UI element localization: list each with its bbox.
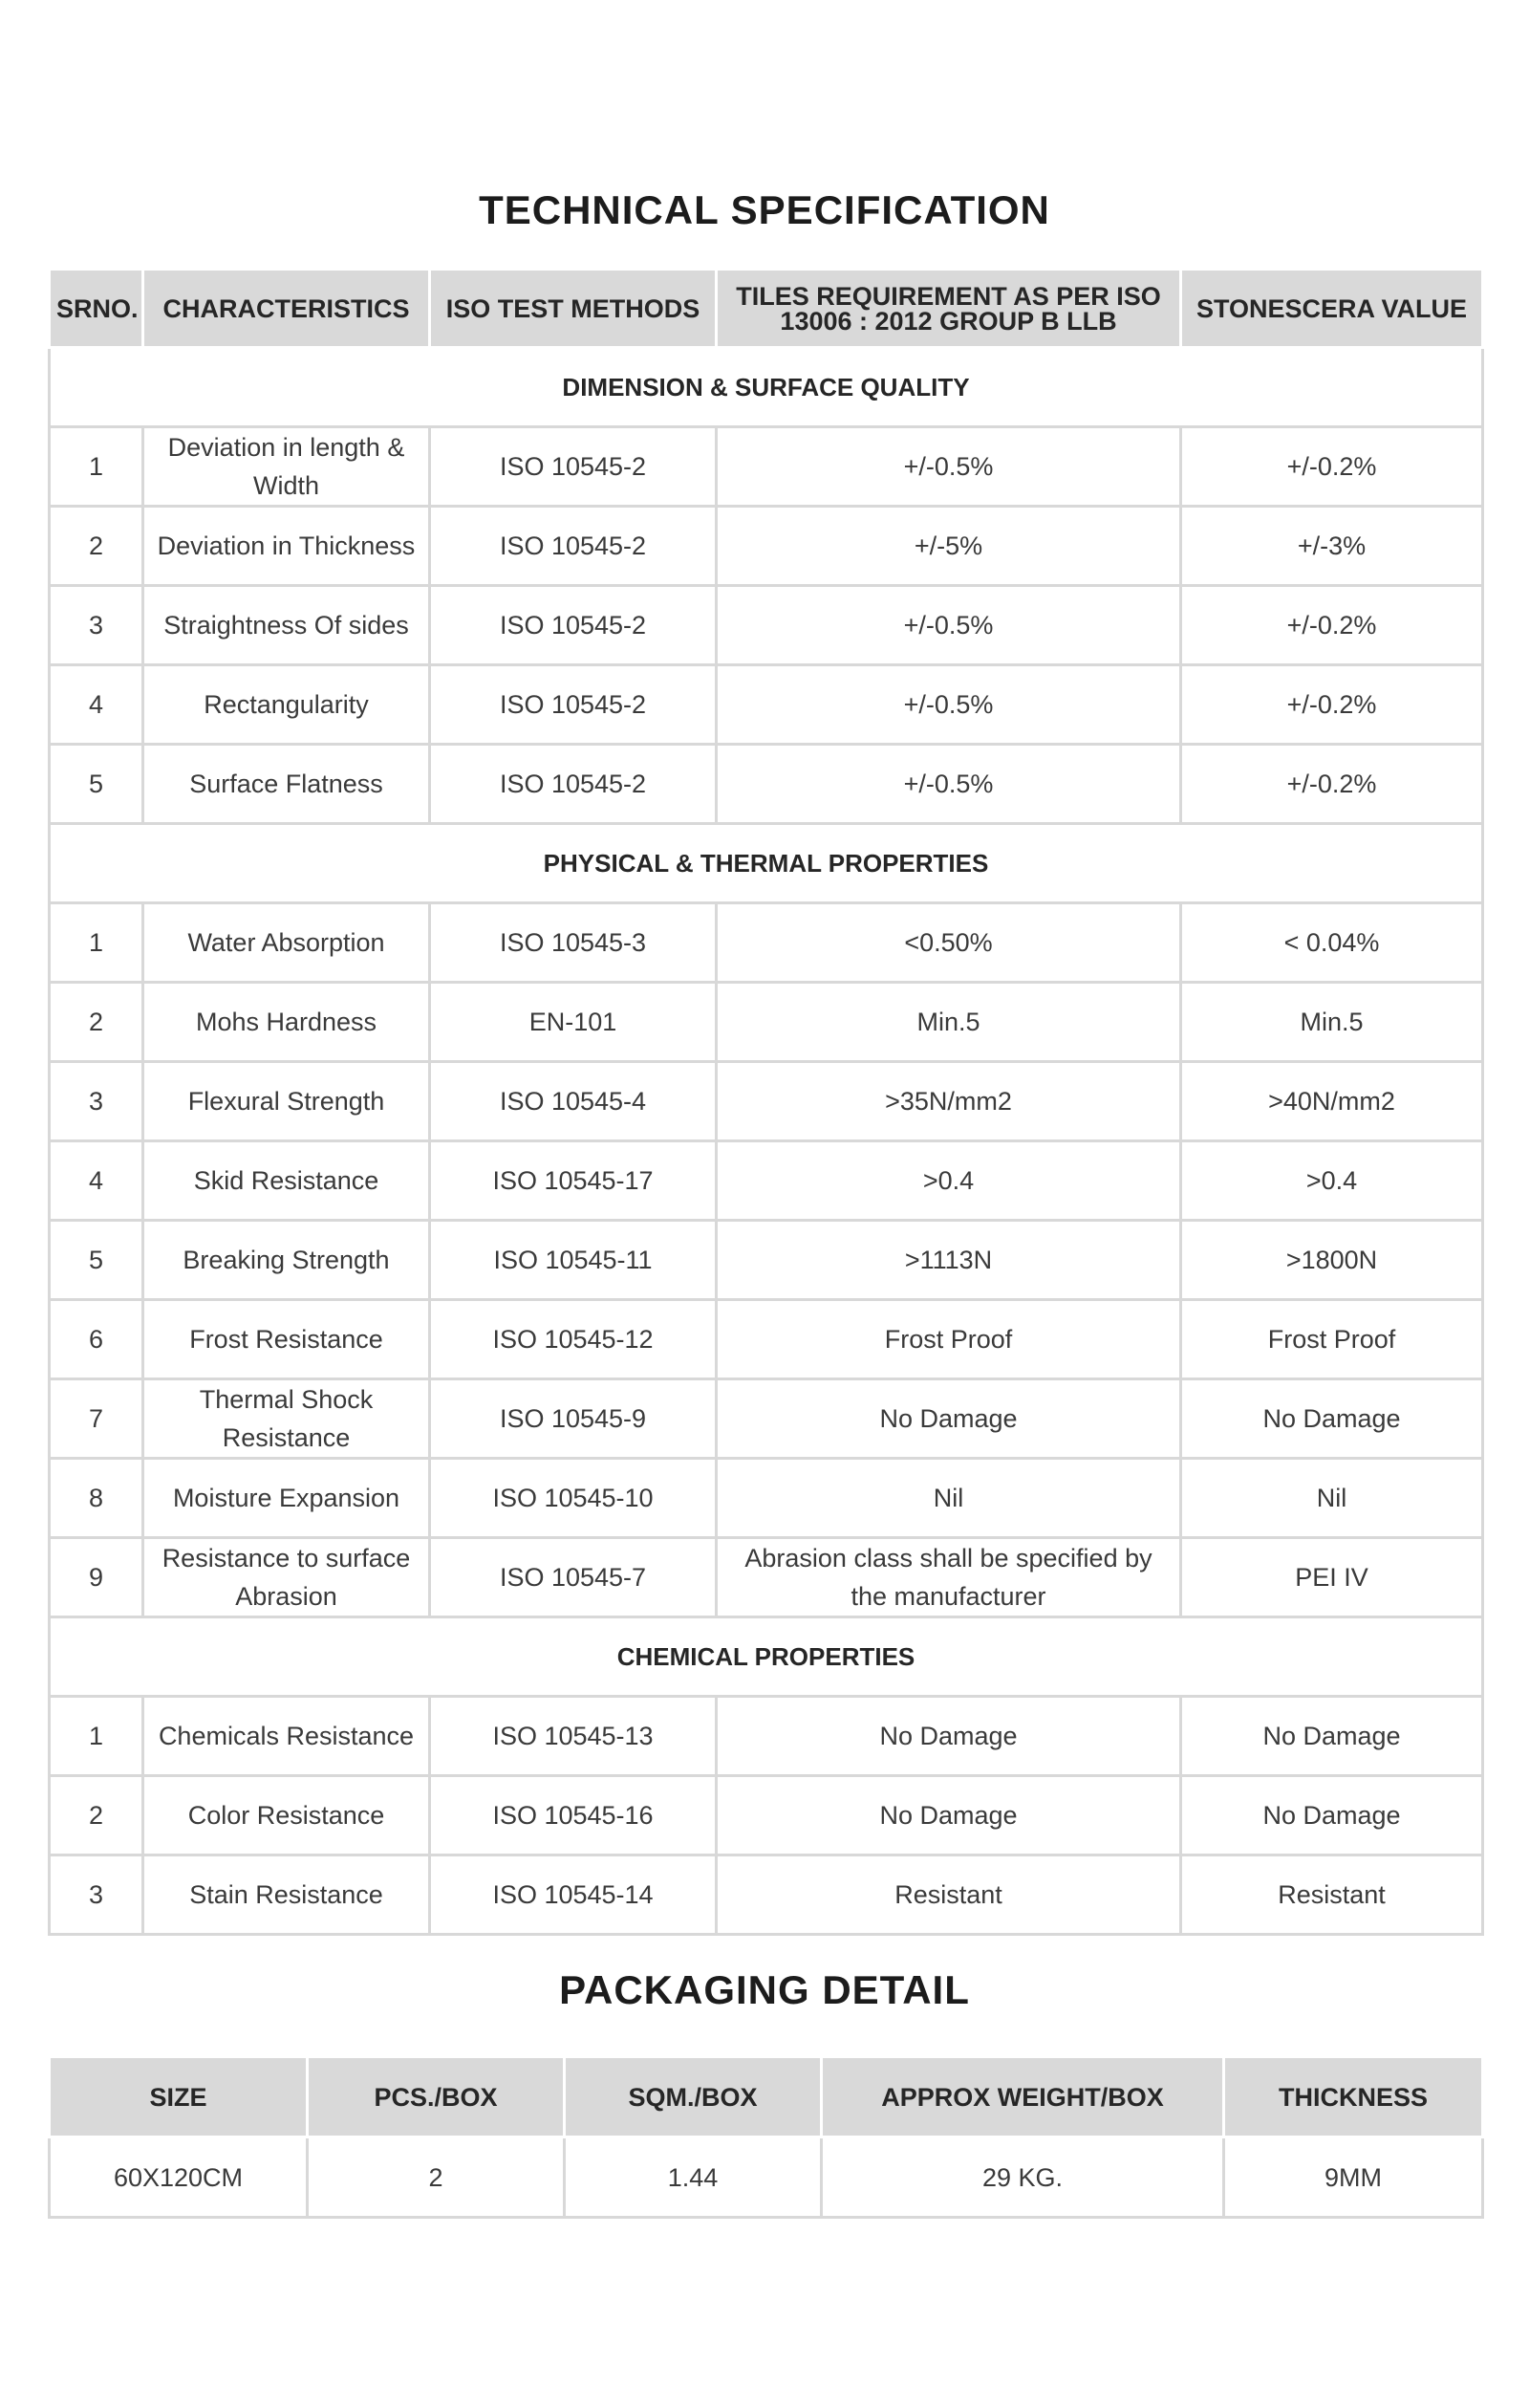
- row-stonescera-value: >40N/mm2: [1181, 1062, 1483, 1141]
- row-requirement: >1113N: [717, 1221, 1181, 1300]
- section-row: [50, 1617, 1483, 1697]
- table-row: [50, 1855, 1483, 1935]
- row-stonescera-value: +/-0.2%: [1181, 427, 1483, 507]
- table-row: [50, 1538, 1483, 1617]
- table-row: [50, 903, 1483, 983]
- row-srno: 6: [50, 1300, 143, 1379]
- row-stonescera-value: >1800N: [1181, 1221, 1483, 1300]
- row-stonescera-value: Nil: [1181, 1459, 1483, 1538]
- row-srno: 3: [50, 1855, 143, 1935]
- table-row: [50, 586, 1483, 665]
- row-requirement: No Damage: [717, 1776, 1181, 1855]
- row-requirement: +/-5%: [717, 507, 1181, 586]
- header-srno: SRNO.: [50, 270, 143, 348]
- row-stonescera-value: Frost Proof: [1181, 1300, 1483, 1379]
- row-characteristic: Water Absorption: [143, 903, 430, 983]
- row-stonescera-value: PEI IV: [1181, 1538, 1483, 1617]
- row-srno: 2: [50, 507, 143, 586]
- section-row: [50, 824, 1483, 903]
- packaging-detail-table: [48, 2055, 1484, 2219]
- header-characteristics: CHARACTERISTICS: [143, 270, 430, 348]
- specification-body: [50, 348, 1483, 1935]
- header-approx-weight: APPROX WEIGHT/BOX: [822, 2057, 1224, 2137]
- row-stonescera-value: Min.5: [1181, 983, 1483, 1062]
- row-requirement: Abrasion class shall be specified by the manufacturer: [717, 1538, 1181, 1617]
- row-characteristic: Moisture Expansion: [143, 1459, 430, 1538]
- row-iso-method: ISO 10545-2: [430, 586, 717, 665]
- row-iso-method: ISO 10545-16: [430, 1776, 717, 1855]
- row-stonescera-value: No Damage: [1181, 1379, 1483, 1459]
- row-characteristic: Mohs Hardness: [143, 983, 430, 1062]
- row-srno: 1: [50, 427, 143, 507]
- header-tiles-requirement: TILES REQUIREMENT AS PER ISO 13006 : 2012 GROUP B LLB: [717, 270, 1181, 348]
- row-srno: 5: [50, 745, 143, 824]
- table-row: [50, 1221, 1483, 1300]
- row-srno: 3: [50, 586, 143, 665]
- row-stonescera-value: Resistant: [1181, 1855, 1483, 1935]
- row-iso-method: ISO 10545-4: [430, 1062, 717, 1141]
- row-requirement: >0.4: [717, 1141, 1181, 1221]
- row-characteristic: Deviation in Thickness: [143, 507, 430, 586]
- row-srno: 7: [50, 1379, 143, 1459]
- row-iso-method: ISO 10545-12: [430, 1300, 717, 1379]
- row-stonescera-value: No Damage: [1181, 1697, 1483, 1776]
- thickness-value: 9MM: [1224, 2137, 1483, 2218]
- row-iso-method: ISO 10545-2: [430, 745, 717, 824]
- row-srno: 4: [50, 1141, 143, 1221]
- section-heading: CHEMICAL PROPERTIES: [50, 1617, 1483, 1697]
- row-srno: 2: [50, 983, 143, 1062]
- row-srno: 1: [50, 903, 143, 983]
- row-stonescera-value: No Damage: [1181, 1776, 1483, 1855]
- row-characteristic: Deviation in length & Width: [143, 427, 430, 507]
- row-stonescera-value: +/-0.2%: [1181, 745, 1483, 824]
- packaging-detail-title: PACKAGING DETAIL: [559, 1967, 970, 2012]
- technical-specification-title: TECHNICAL SPECIFICATION: [479, 187, 1050, 232]
- table-row: [50, 1141, 1483, 1221]
- table-row: [50, 1379, 1483, 1459]
- row-characteristic: Rectangularity: [143, 665, 430, 745]
- header-pcs-per-box: PCS./BOX: [308, 2057, 565, 2137]
- row-iso-method: ISO 10545-3: [430, 903, 717, 983]
- row-characteristic: Straightness Of sides: [143, 586, 430, 665]
- row-requirement: Resistant: [717, 1855, 1181, 1935]
- table-row: [50, 1459, 1483, 1538]
- row-requirement: Min.5: [717, 983, 1181, 1062]
- header-size: SIZE: [50, 2057, 308, 2137]
- row-srno: 4: [50, 665, 143, 745]
- row-characteristic: Resistance to surface Abrasion: [143, 1538, 430, 1617]
- header-stonescera-value: STONESCERA VALUE: [1181, 270, 1483, 348]
- table-row: [50, 1300, 1483, 1379]
- row-characteristic: Surface Flatness: [143, 745, 430, 824]
- row-requirement: <0.50%: [717, 903, 1181, 983]
- row-requirement: No Damage: [717, 1697, 1181, 1776]
- sqm-per-box-value: 1.44: [565, 2137, 822, 2218]
- table-row: [50, 427, 1483, 507]
- row-iso-method: ISO 10545-11: [430, 1221, 717, 1300]
- table-header-row: [50, 270, 1483, 348]
- row-iso-method: ISO 10545-2: [430, 665, 717, 745]
- approx-weight-value: 29 KG.: [822, 2137, 1224, 2218]
- row-requirement: +/-0.5%: [717, 665, 1181, 745]
- row-iso-method: ISO 10545-13: [430, 1697, 717, 1776]
- size-value: 60X120CM: [50, 2137, 308, 2218]
- row-requirement: No Damage: [717, 1379, 1181, 1459]
- table-row: [50, 1697, 1483, 1776]
- row-srno: 1: [50, 1697, 143, 1776]
- table-row: [50, 1062, 1483, 1141]
- technical-specification-table: [48, 268, 1484, 1936]
- row-characteristic: Flexural Strength: [143, 1062, 430, 1141]
- header-sqm-per-box: SQM./BOX: [565, 2057, 822, 2137]
- table-row: [50, 507, 1483, 586]
- row-characteristic: Stain Resistance: [143, 1855, 430, 1935]
- table-row: [50, 983, 1483, 1062]
- row-characteristic: Color Resistance: [143, 1776, 430, 1855]
- row-requirement: +/-0.5%: [717, 586, 1181, 665]
- table-row: [50, 745, 1483, 824]
- row-requirement: +/-0.5%: [717, 745, 1181, 824]
- row-iso-method: ISO 10545-10: [430, 1459, 717, 1538]
- row-stonescera-value: +/-0.2%: [1181, 665, 1483, 745]
- table-row: [50, 1776, 1483, 1855]
- row-srno: 5: [50, 1221, 143, 1300]
- row-srno: 2: [50, 1776, 143, 1855]
- packaging-header-row: [50, 2057, 1483, 2137]
- row-characteristic: Frost Resistance: [143, 1300, 430, 1379]
- row-characteristic: Skid Resistance: [143, 1141, 430, 1221]
- row-iso-method: EN-101: [430, 983, 717, 1062]
- table-row: [50, 665, 1483, 745]
- row-characteristic: Chemicals Resistance: [143, 1697, 430, 1776]
- row-srno: 9: [50, 1538, 143, 1617]
- section-row: [50, 348, 1483, 427]
- header-iso-test-methods: ISO TEST METHODS: [430, 270, 717, 348]
- row-requirement: +/-0.5%: [717, 427, 1181, 507]
- header-thickness: THICKNESS: [1224, 2057, 1483, 2137]
- row-iso-method: ISO 10545-9: [430, 1379, 717, 1459]
- row-characteristic: Breaking Strength: [143, 1221, 430, 1300]
- row-stonescera-value: < 0.04%: [1181, 903, 1483, 983]
- row-requirement: Frost Proof: [717, 1300, 1181, 1379]
- row-srno: 3: [50, 1062, 143, 1141]
- row-stonescera-value: >0.4: [1181, 1141, 1483, 1221]
- row-requirement: Nil: [717, 1459, 1181, 1538]
- row-iso-method: ISO 10545-2: [430, 427, 717, 507]
- row-iso-method: ISO 10545-17: [430, 1141, 717, 1221]
- row-srno: 8: [50, 1459, 143, 1538]
- section-heading: PHYSICAL & THERMAL PROPERTIES: [50, 824, 1483, 903]
- row-stonescera-value: +/-3%: [1181, 507, 1483, 586]
- row-stonescera-value: +/-0.2%: [1181, 586, 1483, 665]
- row-requirement: >35N/mm2: [717, 1062, 1181, 1141]
- row-iso-method: ISO 10545-7: [430, 1538, 717, 1617]
- section-heading: DIMENSION & SURFACE QUALITY: [50, 348, 1483, 427]
- row-characteristic: Thermal Shock Resistance: [143, 1379, 430, 1459]
- pcs-per-box-value: 2: [308, 2137, 565, 2218]
- row-iso-method: ISO 10545-2: [430, 507, 717, 586]
- row-iso-method: ISO 10545-14: [430, 1855, 717, 1935]
- packaging-row: [50, 2137, 1483, 2218]
